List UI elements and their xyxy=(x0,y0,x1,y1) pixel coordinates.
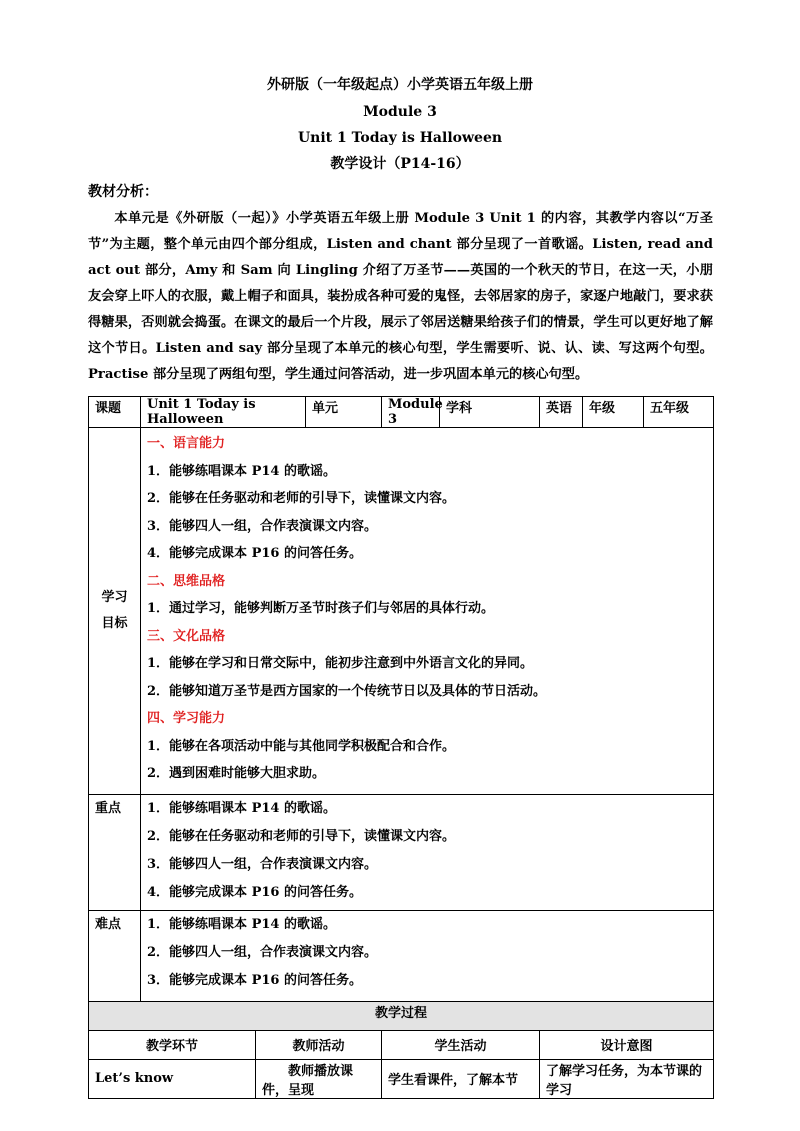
objective-item: 1．能够在学习和日常交际中，能初步注意到中外语言文化的异同。 xyxy=(147,656,534,671)
keypoint-item: 2．能够在任务驱动和老师的引导下，读懂课文内容。 xyxy=(147,828,456,844)
keypoints-row xyxy=(89,794,714,910)
difficulties-content xyxy=(141,910,714,1001)
objectives-label-cell xyxy=(89,428,141,795)
process-intent: 了解学习任务，为本节课的学习 xyxy=(540,1059,714,1098)
analysis-paragraph: 本单元是《外研版（一起）》小学英语五年级上册 Module 3 Unit 1 的内容，其教学内容以“万圣节”为主题，整个单元由四个部分组成，Listen and chant 部分呈现了一首歌谣。Listen, read and act out 部分，Amy 和 Sam 向 Lingling 介绍了万圣节——英国的一个秋天的节日，在这一天，小朋友会穿上吓人的衣服，戴上帽子和面具，装扮成各种可爱的鬼怪，去邻居家的房子，家逐户地敲门，要求获得糖果，否则就会捣蛋。在课文的最后一个片段，展示了邻居送糖果给孩子们的情景，学生可以更好地了解这个节日。Listen and say 部分呈现了本单元的核心句型，学生需要听、说、认、读、写这两个句型。Practise 部分呈现了两组句型，学生通过问答活动，进一步巩固本单元的核心句型。 xyxy=(88,211,713,382)
difficulty-item: 2．能够四人一组，合作表演课文内容。 xyxy=(147,944,378,960)
objective-item: 2．遇到困难时能够大胆求助。 xyxy=(147,766,326,781)
keypoint-item: 3．能够四人一组，合作表演课文内容。 xyxy=(147,856,378,872)
doc-title-design: 教学设计（P14-16） xyxy=(330,156,470,172)
objective-item: 2．能够知道万圣节是西方国家的一个传统节日以及具体的节日活动。 xyxy=(147,683,547,699)
doc-title-unit: Unit 1 Today is Halloween xyxy=(297,130,503,146)
unit-label: 单元 xyxy=(306,397,382,428)
grade-value: 五年级 xyxy=(644,397,714,428)
process-col-stage: 教学环节 xyxy=(89,1030,256,1059)
process-row xyxy=(89,1059,714,1098)
difficulty-item: 1．能够练唱课本 P14 的歌谣。 xyxy=(147,916,336,932)
course-label: 课题 xyxy=(89,397,141,428)
objective-item: 1．能够在各项活动中能与其他同学积极配合和合作。 xyxy=(147,738,456,754)
objective-item: 4．能够完成课本 P16 的问答任务。 xyxy=(147,546,362,561)
objective-heading: 一、语言能力 xyxy=(147,436,226,451)
difficulties-row xyxy=(89,910,714,1001)
doc-title-series: 外研版（一年级起点）小学英语五年级上册 xyxy=(267,77,533,93)
objective-item: 2．能够在任务驱动和老师的引导下，读懂课文内容。 xyxy=(147,491,456,506)
grade-label: 年级 xyxy=(583,397,644,428)
objectives-content xyxy=(141,428,714,795)
process-teacher: 教师播放课件，呈现 xyxy=(256,1059,382,1098)
course-info-row xyxy=(89,397,714,428)
subject-value: 英语 xyxy=(540,397,583,428)
difficulties-label: 难点 xyxy=(89,910,141,1001)
difficulty-item: 3．能够完成课本 P16 的问答任务。 xyxy=(147,972,362,988)
objectives-label-line2: 目标 xyxy=(101,615,128,631)
course-value: Unit 1 Today is Halloween xyxy=(141,397,306,428)
process-col-student: 学生活动 xyxy=(382,1030,540,1059)
keypoint-item: 1．能够练唱课本 P14 的歌谣。 xyxy=(147,800,336,816)
process-col-teacher: 教师活动 xyxy=(256,1030,382,1059)
objectives-row xyxy=(89,428,714,795)
process-title-row xyxy=(89,1001,714,1030)
objective-heading: 二、思维品格 xyxy=(147,573,226,589)
process-stage: Let’s know xyxy=(89,1059,256,1098)
objective-item: 1．能够练唱课本 P14 的歌谣。 xyxy=(147,463,336,479)
objective-heading: 四、学习能力 xyxy=(147,711,226,726)
keypoints-label: 重点 xyxy=(89,794,141,910)
process-student: 学生看课件，了解本节 xyxy=(382,1059,540,1098)
process-columns-row xyxy=(89,1030,714,1059)
analysis-paragraph-block xyxy=(88,206,713,388)
lesson-plan-table xyxy=(88,396,714,1099)
process-col-intent: 设计意图 xyxy=(540,1030,714,1059)
unit-value: Module 3 xyxy=(382,397,440,428)
objective-item: 3．能够四人一组，合作表演课文内容。 xyxy=(147,518,378,534)
objective-item: 1．通过学习，能够判断万圣节时孩子们与邻居的具体行动。 xyxy=(147,601,495,616)
keypoints-content xyxy=(141,794,714,910)
process-title: 教学过程 xyxy=(89,1001,714,1030)
analysis-label: 教材分析： xyxy=(88,184,158,200)
subject-label: 学科 xyxy=(440,397,540,428)
objective-heading: 三、文化品格 xyxy=(147,628,226,644)
keypoint-item: 4．能够完成课本 P16 的问答任务。 xyxy=(147,884,362,900)
doc-title-module: Module 3 xyxy=(363,104,437,120)
objectives-label-line1: 学习 xyxy=(101,589,128,605)
